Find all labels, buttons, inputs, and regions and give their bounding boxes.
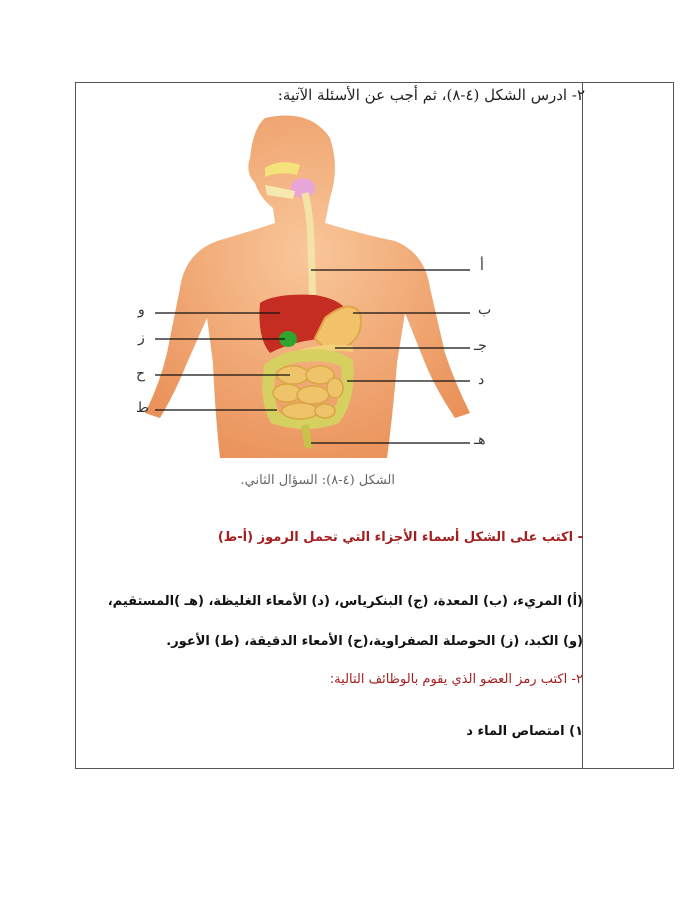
figure-caption: الشكل (٤-٨): السؤال الثاني.	[240, 473, 395, 488]
function-item-1: ١) امتصاص الماء د	[466, 724, 583, 739]
digestive-system-figure	[125, 113, 500, 458]
label-j: جـ	[474, 338, 487, 354]
label-t: ط	[136, 400, 149, 416]
answer-1: (أ) المريء، (ب) المعدة، (ج) البنكرياس، (د) الأمعاء الغليظة، (هـ )المستقيم، (و) الكبد، (ز) الحوصلة الصفراوية،(ح) الأمعاء الدقيقة، (ط) الأعور.	[107, 594, 583, 649]
label-a: أ	[480, 258, 484, 274]
label-d: د	[478, 372, 485, 388]
label-b: ب	[478, 302, 492, 318]
table-column-divider	[582, 83, 583, 768]
rectum	[305, 425, 309, 448]
label-hh: ح	[136, 366, 146, 382]
label-z: ز	[138, 330, 145, 346]
label-w: و	[138, 302, 145, 318]
instruction-2: ٢- اكتب رمز العضو الذي يقوم بالوظائف التالية:	[329, 672, 583, 687]
question-title: ٢- ادرس الشكل (٤-٨)، ثم أجب عن الأسئلة الآتية:	[277, 86, 585, 104]
instruction-1: - اكتب على الشكل أسماء الأجزاء التي تحمل الرموز (أ-ط)	[217, 530, 583, 545]
small-intestine	[273, 366, 343, 419]
label-h: هـ	[474, 432, 486, 448]
